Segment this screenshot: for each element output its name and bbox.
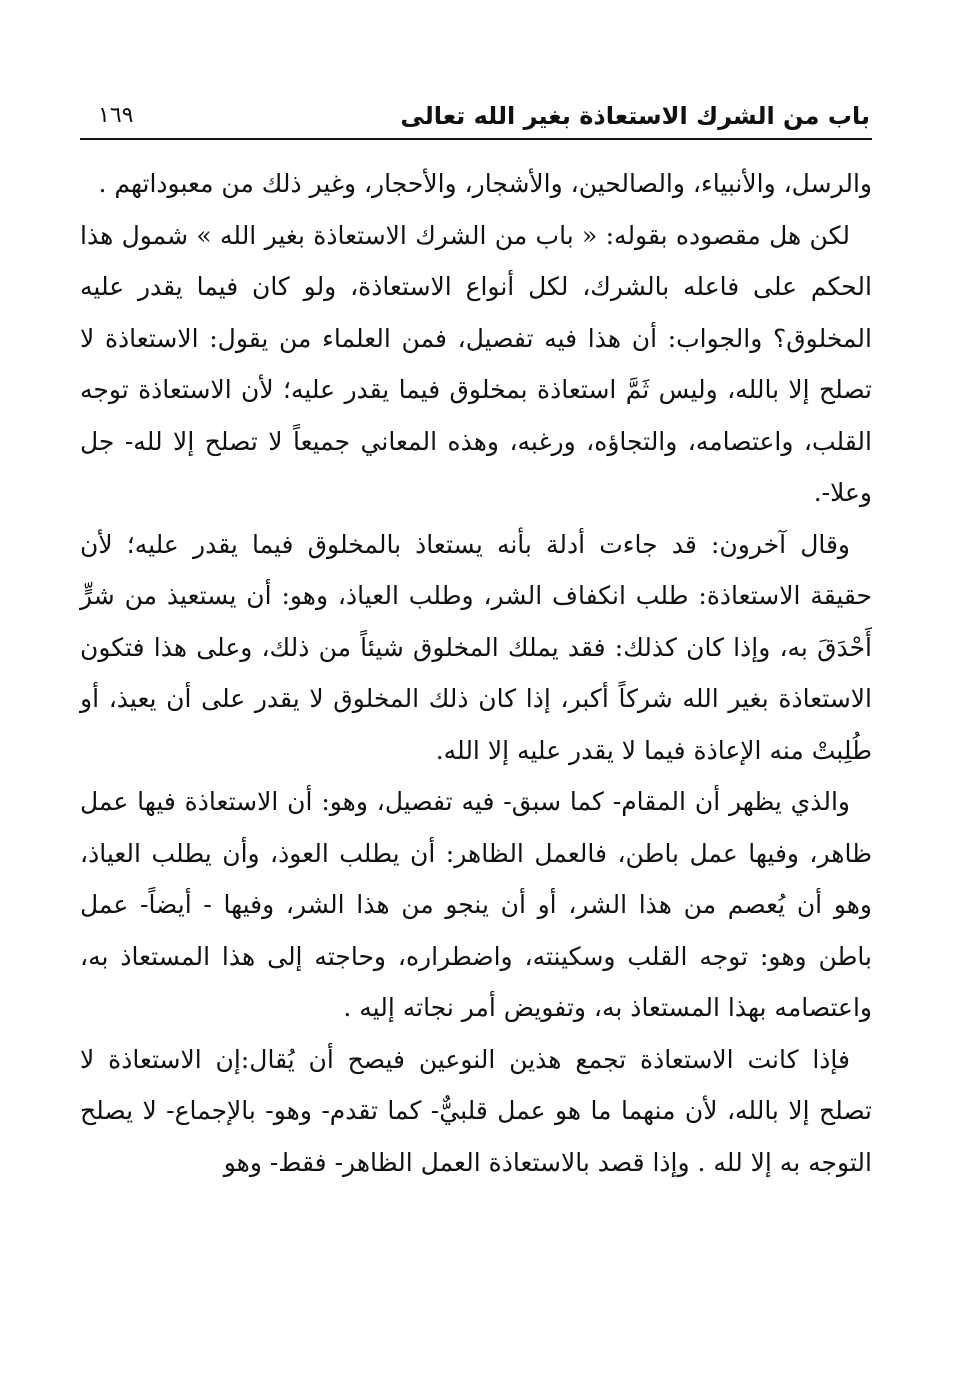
body-text	[80, 158, 872, 1188]
header-divider	[80, 138, 872, 140]
paragraph-5: فإذا كانت الاستعاذة تجمع هذين النوعين فيصح أن يُقال:إن الاستعاذة لا تصلح إلا بالله، لأن منهما ما هو عمل قلبيٌّ- كما تقدم- وهو- بالإجماع- لا يصلح التوجه به إلا لله . وإذا قصد بالاستعاذة العمل الظاهر- فقط- وهو	[80, 1044, 872, 1177]
running-header	[80, 96, 870, 136]
paragraph-2: لكن هل مقصوده بقوله: « باب من الشرك الاستعاذة بغير الله » شمول هذا الحكم على فاعله بالشرك، لكل أنواع الاستعاذة، ولو كان فيما يقدر عليه المخلوق؟ والجواب: أن هذا فيه تفصيل، فمن العلماء من يقول: الاستعاذة لا تصلح إلا بالله، وليس ثَمَّ استعاذة بمخلوق فيما يقدر عليه؛ لأن الاستعاذة توجه القلب، واعتصامه، والتجاؤه، ورغبه، وهذه المعاني جميعاً لا تصلح إلا لله- جل وعلا-.	[80, 220, 872, 507]
page-number: ١٦٩	[98, 103, 134, 128]
paragraph-4: والذي يظهر أن المقام- كما سبق- فيه تفصيل، وهو: أن الاستعاذة فيها عمل ظاهر، وفيها عمل باطن، فالعمل الظاهر: أن يطلب العوذ، وأن يطلب العياذ، وهو أن يُعصم من هذا الشر، أو أن ينجو من هذا الشر، وفيها - أيضاً- عمل باطن وهو: توجه القلب وسكينته، واضطراره، وحاجته إلى هذا المستعاذ به، واعتصامه بهذا المستعاذ به، وتفويض أمر نجاته إليه .	[80, 787, 872, 1022]
paragraph-1: والرسل، والأنبياء، والصالحين، والأشجار، والأحجار، وغير ذلك من معبوداتهم .	[98, 169, 872, 198]
paragraph-3: وقال آخرون: قد جاءت أدلة بأنه يستعاذ بالمخلوق فيما يقدر عليه؛ لأن حقيقة الاستعاذة: طلب انكفاف الشر، وطلب العياذ، وهو: أن يستعيذ من شرٍّ أَحْدَقَ به، وإذا كان كذلك: فقد يملك المخلوق شيئاً من ذلك، وعلى هذا فتكون الاستعاذة بغير الله شركاً أكبر، إذا كان ذلك المخلوق لا يقدر على أن يعيذ، أو طُلِبتْ منه الإعاذة فيما لا يقدر عليه إلا الله.	[80, 529, 872, 765]
chapter-title: باب من الشرك الاستعاذة بغير الله تعالى	[400, 102, 870, 130]
